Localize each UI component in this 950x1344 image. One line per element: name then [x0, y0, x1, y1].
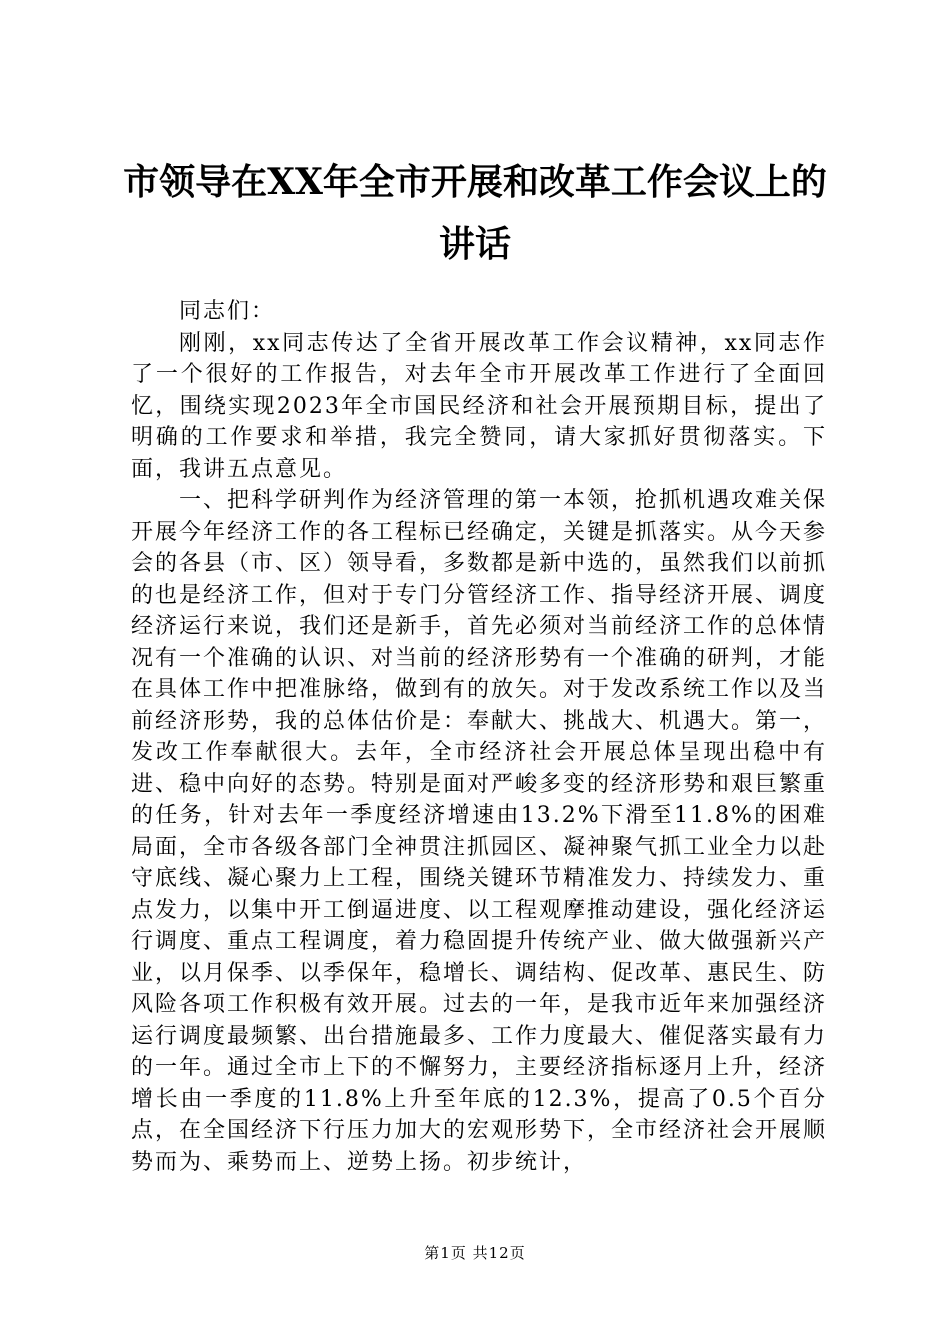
salutation: 同志们： — [179, 299, 276, 324]
document-title-continued: 讲话 — [438, 223, 511, 265]
paragraph-section-one: 一、把科学研判作为经济管理的第一本领，抢抓机遇攻难关保开展今年经济工作的各工程标已经确定，关键是抓落实。从今天参会的各县（市、区）领导看，多数都是新中选的，虽然我们以前抓的也是经济工作，但对于专门分管经济工作、指导经济开展、调度经济运行来说，我们还是新手，首先必须对当前经济工作的总体情况有一个准确的认识、对当前的经济形势有一个准确的研判，才能在具体工作中把准脉络，做到有的放矢。对于发改系统工作以及当前经济形势，我的总体估价是：奉献大、挑战大、机遇大。第一，发改工作奉献很大。去年，全市经济社会开展总体呈现出稳中有进、稳中向好的态势。特别是面对严峻多变的经济形势和艰巨繁重的任务，针对去年一季度经济增速由13.2%下滑至11.8%的困难局面，全市各级各部门全神贯注抓园区、凝神聚气抓工业全力以赴守底线、凝心聚力上工程，围绕关键环节精准发力、持续发力、重点发力，以集中开工倒逼进度、以工程观摩推动建设，强化经济运行调度、重点工程调度，着力稳固提升传统产业、做大做强新兴产业，以月保季、以季保年，稳增长、调结构、促改革、惠民生、防风险各项工作积极有效开展。过去的一年，是我市近年来加强经济运行调度最频繁、出台措施最多、工作力度最大、催促落实最有力的一年。通过全市上下的不懈努力，主要经济指标逐月上升，经济增长由一季度的11.8%上升至年底的12.3%，提高了0.5个百分点，在全国经济下行压力加大的宏观形势下，全市经济社会开展顺势而为、乘势而上、逆势上扬。初步统计， — [131, 488, 828, 1175]
document-title: 市领导在XX年全市开展和改革工作会议上的 — [123, 161, 827, 203]
page-number-footer: 第1页 共12页 — [424, 1244, 526, 1262]
document-body — [131, 296, 827, 1178]
paragraph-intro: 刚刚，xx同志传达了全省开展改革工作会议精神，xx同志作了一个很好的工作报告，对去年全市开展改革工作进行了全面回忆，围绕实现2023年全市国民经济和社会开展预期目标，提出了明确的工作要求和举措，我完全赞同，请大家抓好贯彻落实。下面，我讲五点意见。 — [131, 330, 827, 482]
